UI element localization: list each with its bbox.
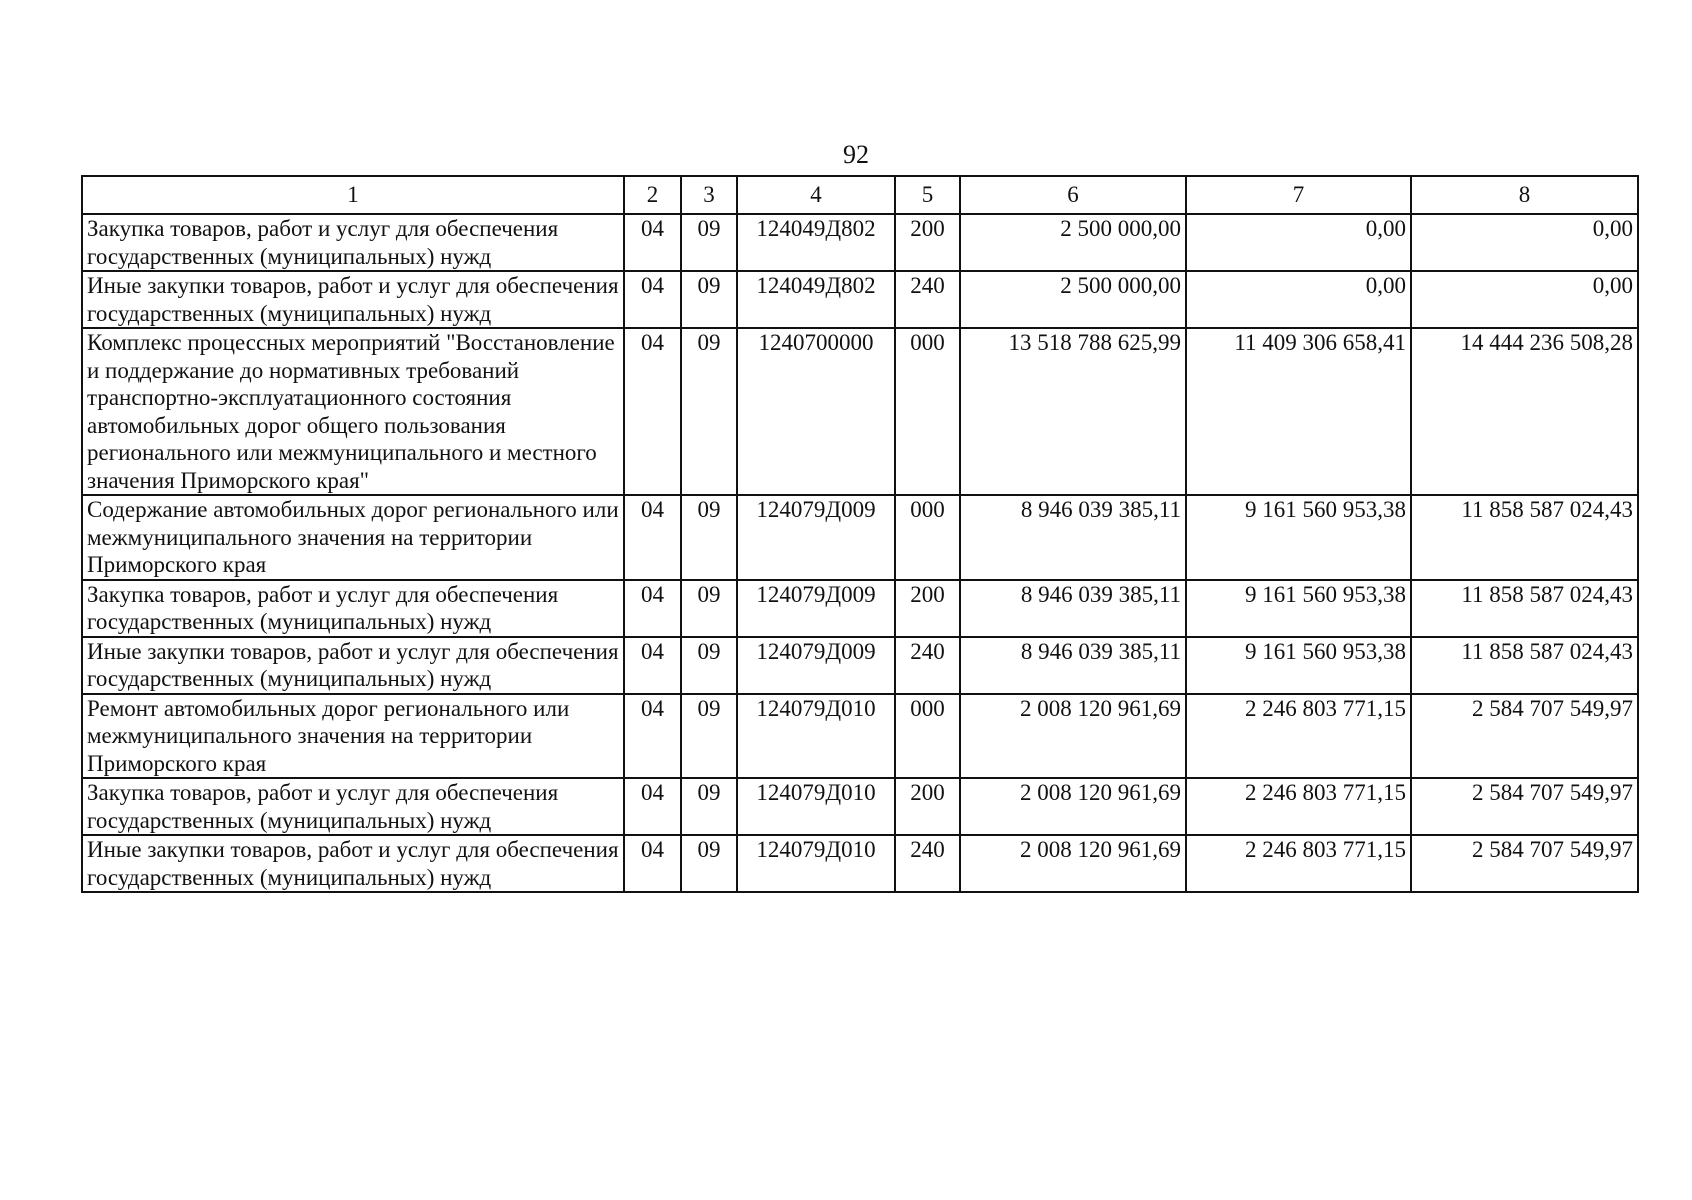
column-header: 7 [1186, 176, 1411, 214]
row-name: Иные закупки товаров, работ и услуг для обеспечения государственных (муниципальных) нужд [82, 835, 624, 892]
row-section: 04 [624, 694, 681, 779]
row-name: Иные закупки товаров, работ и услуг для обеспечения государственных (муниципальных) нужд [82, 271, 624, 328]
row-target: 1240700000 [737, 328, 895, 495]
row-amount-3: 14 444 236 508,28 [1411, 328, 1638, 495]
row-section: 04 [624, 495, 681, 580]
row-name: Закупка товаров, работ и услуг для обеспечения государственных (муниципальных) нужд [82, 214, 624, 271]
row-amount-1: 13 518 788 625,99 [960, 328, 1186, 495]
row-subsection: 09 [681, 778, 737, 835]
row-amount-1: 2 500 000,00 [960, 214, 1186, 271]
row-amount-3: 2 584 707 549,97 [1411, 835, 1638, 892]
row-expense-type: 240 [895, 271, 960, 328]
row-subsection: 09 [681, 271, 737, 328]
table-row [82, 637, 1638, 694]
row-amount-1: 2 500 000,00 [960, 271, 1186, 328]
row-target: 124079Д009 [737, 637, 895, 694]
row-expense-type: 240 [895, 637, 960, 694]
table-row [82, 835, 1638, 892]
row-amount-3: 11 858 587 024,43 [1411, 580, 1638, 637]
page-number: 92 [843, 140, 869, 169]
row-amount-1: 8 946 039 385,11 [960, 580, 1186, 637]
row-name: Ремонт автомобильных дорог регионального или межмуниципального значения на территории Приморского края [82, 694, 624, 779]
row-section: 04 [624, 328, 681, 495]
row-name: Комплекс процессных мероприятий "Восстановление и поддержание до нормативных требований транспортно-эксплуатационного состояния автомобильных дорог общего пользования регионального или межмуниципального и местного значения Приморского края" [82, 328, 624, 495]
row-expense-type: 000 [895, 495, 960, 580]
column-header: 4 [737, 176, 895, 214]
column-header: 3 [681, 176, 737, 214]
column-header: 8 [1411, 176, 1638, 214]
row-expense-type: 240 [895, 835, 960, 892]
row-amount-2: 0,00 [1186, 214, 1411, 271]
row-target: 124049Д802 [737, 214, 895, 271]
row-expense-type: 000 [895, 694, 960, 779]
row-amount-3: 11 858 587 024,43 [1411, 637, 1638, 694]
column-header: 2 [624, 176, 681, 214]
row-expense-type: 200 [895, 778, 960, 835]
row-target: 124049Д802 [737, 271, 895, 328]
row-amount-3: 0,00 [1411, 214, 1638, 271]
row-subsection: 09 [681, 328, 737, 495]
table-row [82, 694, 1638, 779]
row-section: 04 [624, 214, 681, 271]
row-amount-1: 2 008 120 961,69 [960, 778, 1186, 835]
row-amount-1: 8 946 039 385,11 [960, 637, 1186, 694]
row-name: Закупка товаров, работ и услуг для обеспечения государственных (муниципальных) нужд [82, 778, 624, 835]
row-amount-2: 2 246 803 771,15 [1186, 694, 1411, 779]
row-amount-2: 2 246 803 771,15 [1186, 835, 1411, 892]
row-amount-2: 0,00 [1186, 271, 1411, 328]
row-amount-2: 9 161 560 953,38 [1186, 637, 1411, 694]
row-target: 124079Д010 [737, 694, 895, 779]
column-header: 5 [895, 176, 960, 214]
row-name: Закупка товаров, работ и услуг для обеспечения государственных (муниципальных) нужд [82, 580, 624, 637]
row-subsection: 09 [681, 495, 737, 580]
row-section: 04 [624, 835, 681, 892]
row-section: 04 [624, 580, 681, 637]
row-expense-type: 200 [895, 214, 960, 271]
row-amount-2: 9 161 560 953,38 [1186, 580, 1411, 637]
row-subsection: 09 [681, 580, 737, 637]
table-row [82, 495, 1638, 580]
row-amount-2: 2 246 803 771,15 [1186, 778, 1411, 835]
row-name: Содержание автомобильных дорог регионального или межмуниципального значения на территории Приморского края [82, 495, 624, 580]
column-header: 6 [960, 176, 1186, 214]
table-row [82, 271, 1638, 328]
row-section: 04 [624, 637, 681, 694]
table-row [82, 328, 1638, 495]
column-header: 1 [82, 176, 624, 214]
row-target: 124079Д010 [737, 778, 895, 835]
budget-table [81, 175, 1639, 893]
row-subsection: 09 [681, 694, 737, 779]
row-target: 124079Д010 [737, 835, 895, 892]
row-amount-2: 11 409 306 658,41 [1186, 328, 1411, 495]
table-row [82, 580, 1638, 637]
table-header-row [82, 176, 1638, 214]
row-section: 04 [624, 778, 681, 835]
table-row [82, 778, 1638, 835]
row-expense-type: 200 [895, 580, 960, 637]
row-expense-type: 000 [895, 328, 960, 495]
row-amount-3: 0,00 [1411, 271, 1638, 328]
row-subsection: 09 [681, 835, 737, 892]
row-amount-3: 2 584 707 549,97 [1411, 778, 1638, 835]
row-name: Иные закупки товаров, работ и услуг для обеспечения государственных (муниципальных) нужд [82, 637, 624, 694]
row-subsection: 09 [681, 214, 737, 271]
row-amount-2: 9 161 560 953,38 [1186, 495, 1411, 580]
row-amount-1: 2 008 120 961,69 [960, 694, 1186, 779]
table-row [82, 214, 1638, 271]
row-section: 04 [624, 271, 681, 328]
row-target: 124079Д009 [737, 495, 895, 580]
row-amount-1: 2 008 120 961,69 [960, 835, 1186, 892]
row-amount-3: 2 584 707 549,97 [1411, 694, 1638, 779]
row-subsection: 09 [681, 637, 737, 694]
row-amount-3: 11 858 587 024,43 [1411, 495, 1638, 580]
row-amount-1: 8 946 039 385,11 [960, 495, 1186, 580]
row-target: 124079Д009 [737, 580, 895, 637]
